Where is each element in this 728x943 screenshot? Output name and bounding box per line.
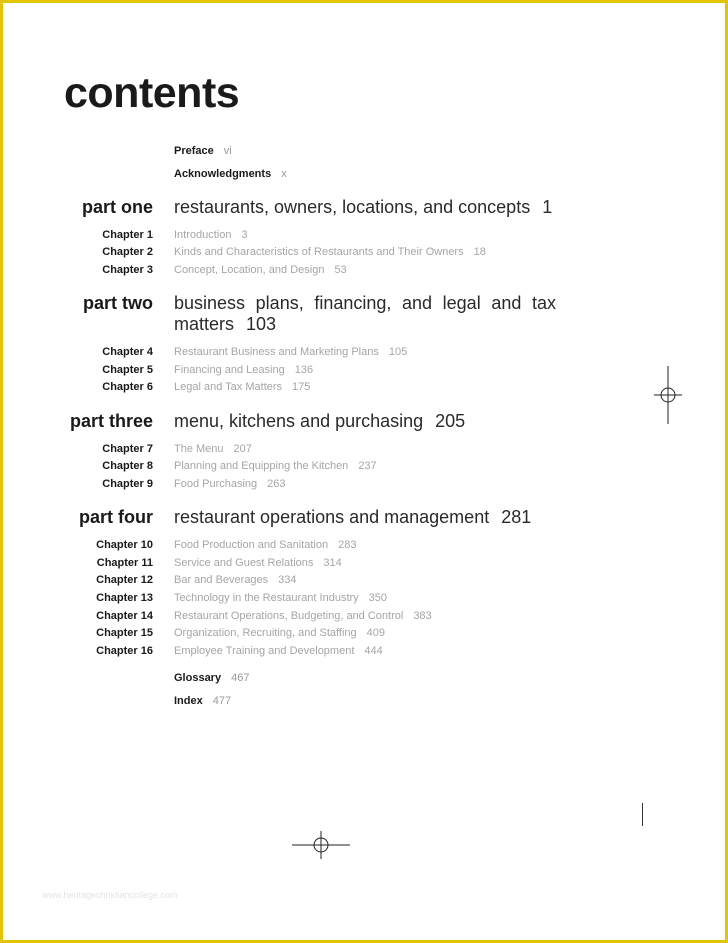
chapter-number: Chapter 8 bbox=[102, 460, 153, 472]
chapter-entry[interactable] bbox=[174, 645, 383, 657]
chapter-number: Chapter 1 bbox=[102, 229, 153, 241]
chapter-entry[interactable] bbox=[174, 381, 310, 393]
crop-mark bbox=[642, 803, 643, 826]
part-title[interactable] bbox=[174, 197, 552, 218]
toc-entry-preface[interactable] bbox=[174, 145, 232, 157]
chapter-title: Service and Guest Relations bbox=[174, 557, 314, 569]
chapter-number: Chapter 10 bbox=[96, 539, 153, 551]
registration-mark-icon bbox=[652, 366, 684, 424]
chapter-entry[interactable] bbox=[174, 574, 297, 586]
part-title[interactable] bbox=[174, 411, 465, 432]
entry-label: Index bbox=[174, 695, 203, 707]
chapter-title: Food Purchasing bbox=[174, 478, 258, 490]
part-title[interactable] bbox=[174, 293, 556, 335]
chapter-entry[interactable] bbox=[174, 539, 356, 551]
part-title-text: restaurants, owners, locations, and concepts bbox=[174, 197, 531, 217]
chapter-entry[interactable] bbox=[174, 246, 486, 258]
chapter-entry[interactable] bbox=[174, 610, 432, 622]
chapter-page: 263 bbox=[267, 478, 286, 490]
entry-label: Acknowledgments bbox=[174, 168, 272, 180]
part-label: part four bbox=[79, 507, 153, 527]
chapter-page: 409 bbox=[366, 627, 385, 639]
part-page: 281 bbox=[501, 507, 532, 527]
chapter-title: Restaurant Operations, Budgeting, and Control bbox=[174, 610, 404, 622]
chapter-number: Chapter 3 bbox=[102, 264, 153, 276]
toc-entry-glossary[interactable] bbox=[174, 672, 249, 684]
page-title: contents bbox=[64, 69, 240, 117]
chapter-number: Chapter 16 bbox=[96, 645, 153, 657]
chapter-page: 207 bbox=[233, 443, 252, 455]
chapter-page: 314 bbox=[323, 557, 342, 569]
part-label: part one bbox=[81, 197, 153, 217]
chapter-title: Food Production and Sanitation bbox=[174, 539, 329, 551]
chapter-entry[interactable] bbox=[174, 229, 248, 241]
chapter-entry[interactable] bbox=[174, 346, 407, 358]
entry-page: vi bbox=[223, 145, 232, 157]
chapter-title: Concept, Location, and Design bbox=[174, 264, 325, 276]
entry-page: x bbox=[281, 168, 287, 180]
part-label: part two bbox=[83, 293, 153, 313]
chapter-page: 237 bbox=[358, 460, 377, 472]
entry-page: 467 bbox=[231, 672, 250, 684]
watermark: www.heritagechristiancollege.com bbox=[42, 890, 178, 900]
chapter-page: 350 bbox=[368, 592, 388, 604]
chapter-title: Bar and Beverages bbox=[174, 574, 269, 586]
chapter-page: 18 bbox=[473, 246, 486, 258]
chapter-page: 175 bbox=[292, 381, 311, 393]
chapter-number: Chapter 12 bbox=[96, 574, 153, 586]
chapter-title: The Menu bbox=[174, 443, 224, 455]
chapter-entry[interactable] bbox=[174, 592, 387, 604]
part-label: part three bbox=[69, 411, 153, 431]
registration-mark-icon bbox=[292, 830, 350, 860]
part-title-text: business plans, financing, and legal and tax matters bbox=[174, 293, 556, 334]
chapter-number: Chapter 6 bbox=[102, 381, 153, 393]
chapter-page: 444 bbox=[364, 645, 383, 657]
chapter-title: Planning and Equipping the Kitchen bbox=[174, 460, 349, 472]
entry-label: Glossary bbox=[174, 672, 222, 684]
chapter-entry[interactable] bbox=[174, 264, 347, 276]
chapter-number: Chapter 11 bbox=[96, 557, 153, 569]
chapter-number: Chapter 2 bbox=[102, 246, 153, 258]
chapter-number: Chapter 9 bbox=[102, 478, 153, 490]
chapter-entry[interactable] bbox=[174, 364, 313, 376]
part-page: 103 bbox=[246, 314, 277, 334]
chapter-number: Chapter 13 bbox=[96, 592, 153, 604]
chapter-page: 105 bbox=[388, 346, 408, 358]
part-title-text: menu, kitchens and purchasing bbox=[174, 411, 424, 431]
entry-page: 477 bbox=[212, 695, 232, 707]
part-title-text: restaurant operations and management bbox=[174, 507, 490, 527]
chapter-number: Chapter 14 bbox=[96, 610, 153, 622]
chapter-title: Kinds and Characteristics of Restaurants and Their Owners bbox=[174, 246, 464, 258]
chapter-number: Chapter 7 bbox=[102, 443, 153, 455]
toc-entry-acknowledgments[interactable] bbox=[174, 168, 287, 180]
chapter-number: Chapter 4 bbox=[102, 346, 153, 358]
chapter-title: Introduction bbox=[174, 229, 232, 241]
chapter-entry[interactable] bbox=[174, 443, 252, 455]
part-page: 1 bbox=[542, 197, 553, 217]
chapter-title: Restaurant Business and Marketing Plans bbox=[174, 346, 379, 358]
chapter-page: 136 bbox=[294, 364, 314, 376]
chapter-entry[interactable] bbox=[174, 557, 342, 569]
chapter-page: 334 bbox=[278, 574, 297, 586]
chapter-entry[interactable] bbox=[174, 478, 286, 490]
chapter-page: 53 bbox=[334, 264, 347, 276]
chapter-entry[interactable] bbox=[174, 460, 377, 472]
chapter-page: 283 bbox=[338, 539, 357, 551]
chapter-title: Technology in the Restaurant Industry bbox=[174, 592, 359, 604]
chapter-entry[interactable] bbox=[174, 627, 385, 639]
chapter-title: Employee Training and Development bbox=[174, 645, 355, 657]
chapter-title: Organization, Recruiting, and Staffing bbox=[174, 627, 357, 639]
chapter-title: Legal and Tax Matters bbox=[174, 381, 283, 393]
part-page: 205 bbox=[435, 411, 466, 431]
chapter-number: Chapter 15 bbox=[96, 627, 153, 639]
chapter-title: Financing and Leasing bbox=[174, 364, 285, 376]
entry-label: Preface bbox=[174, 145, 214, 157]
chapter-number: Chapter 5 bbox=[102, 364, 153, 376]
chapter-page: 383 bbox=[413, 610, 432, 622]
chapter-page: 3 bbox=[241, 229, 248, 241]
part-title[interactable] bbox=[174, 507, 531, 528]
toc-entry-index[interactable] bbox=[174, 695, 231, 707]
